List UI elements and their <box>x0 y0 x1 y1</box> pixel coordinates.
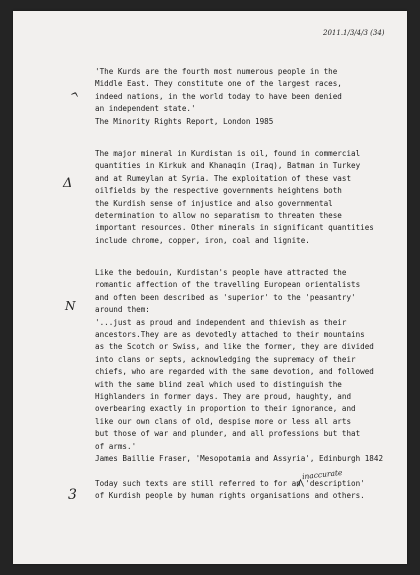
text-line: Middle East. They constitute one of the largest races, <box>95 79 342 89</box>
margin-mark-3: Ν <box>65 299 76 313</box>
margin-mark-1: ^ <box>66 88 82 106</box>
text-line: into clans or septs, acknowledging the supremacy of their <box>95 354 356 364</box>
text-line: as the Scotch or Swiss, and like the former, they are divided <box>95 342 374 352</box>
margin-mark-2: Δ <box>63 176 73 191</box>
text-line: determination to allow no separatism to threaten these <box>95 211 342 221</box>
text-line: of Kurdish people by human rights organisations and others. <box>95 491 365 501</box>
margin-mark-4: 3 <box>68 487 77 503</box>
text-line: of arms.' <box>95 441 137 451</box>
text-line: important resources. Other minerals in significant quantities <box>95 223 374 233</box>
paragraph-1 <box>95 66 342 128</box>
document-page <box>13 11 407 564</box>
text-line: like our own clans of old, despise more or less all arts <box>95 416 352 426</box>
text-line: The major mineral in Kurdistan is oil, found in commercial <box>95 149 361 158</box>
text-line: chiefs, who are regarded with the same devotion, and followed <box>95 367 374 377</box>
text-line: Today such texts are still referred to for an 'description' <box>95 479 365 488</box>
text-line: oilfields by the respective governments heightens both <box>95 186 342 196</box>
text-line: and at Rumeylan at Syria. The exploitation of these vast <box>95 173 352 183</box>
handwritten-insertion: inaccurate <box>301 467 343 482</box>
text-line: an independent state.' <box>95 104 196 114</box>
text-line: '...just as proud and independent and thievish as their <box>95 317 347 327</box>
text-line: with the same blind zeal which used to distinguish the <box>95 379 342 389</box>
text-line: James Baillie Fraser, 'Mesopotamia and Assyria', Edinburgh 1842 <box>95 454 384 464</box>
text-line: ancestors.They are as devotedly attached to their mountains <box>95 330 365 340</box>
archive-reference-note: 2011.1/3/4/3 (34) <box>323 29 385 37</box>
text-line: include chrome, copper, iron, coal and lignite. <box>95 235 310 245</box>
text-line: The Minority Rights Report, London 1985 <box>95 116 274 126</box>
paragraph-4 <box>95 478 365 503</box>
text-line: the Kurdish sense of injustice and also governmental <box>95 198 333 208</box>
text-line: Like the bedouin, Kurdistan's people have attracted the <box>95 268 347 277</box>
text-line: around them: <box>95 305 150 315</box>
text-line: indeed nations, in the world today to have been denied <box>95 91 342 101</box>
paragraph-2 <box>95 148 374 247</box>
text-line: overbearing exactly in proportion to their ignorance, and <box>95 404 356 414</box>
text-line: romantic affection of the travelling European orientalists <box>95 280 361 290</box>
text-line: quantities in Kirkuk and Khanaqin (Iraq), Batman in Turkey <box>95 161 361 171</box>
text-line: 'The Kurds are the fourth most numerous people in the <box>95 67 338 76</box>
paragraph-3 <box>95 267 383 466</box>
text-line: Highlanders in former days. They are proud, haughty, and <box>95 392 352 402</box>
text-line: but those of war and plunder, and all professions but that <box>95 429 361 439</box>
text-line: and often been described as 'superior' to the 'peasantry' <box>95 292 356 302</box>
